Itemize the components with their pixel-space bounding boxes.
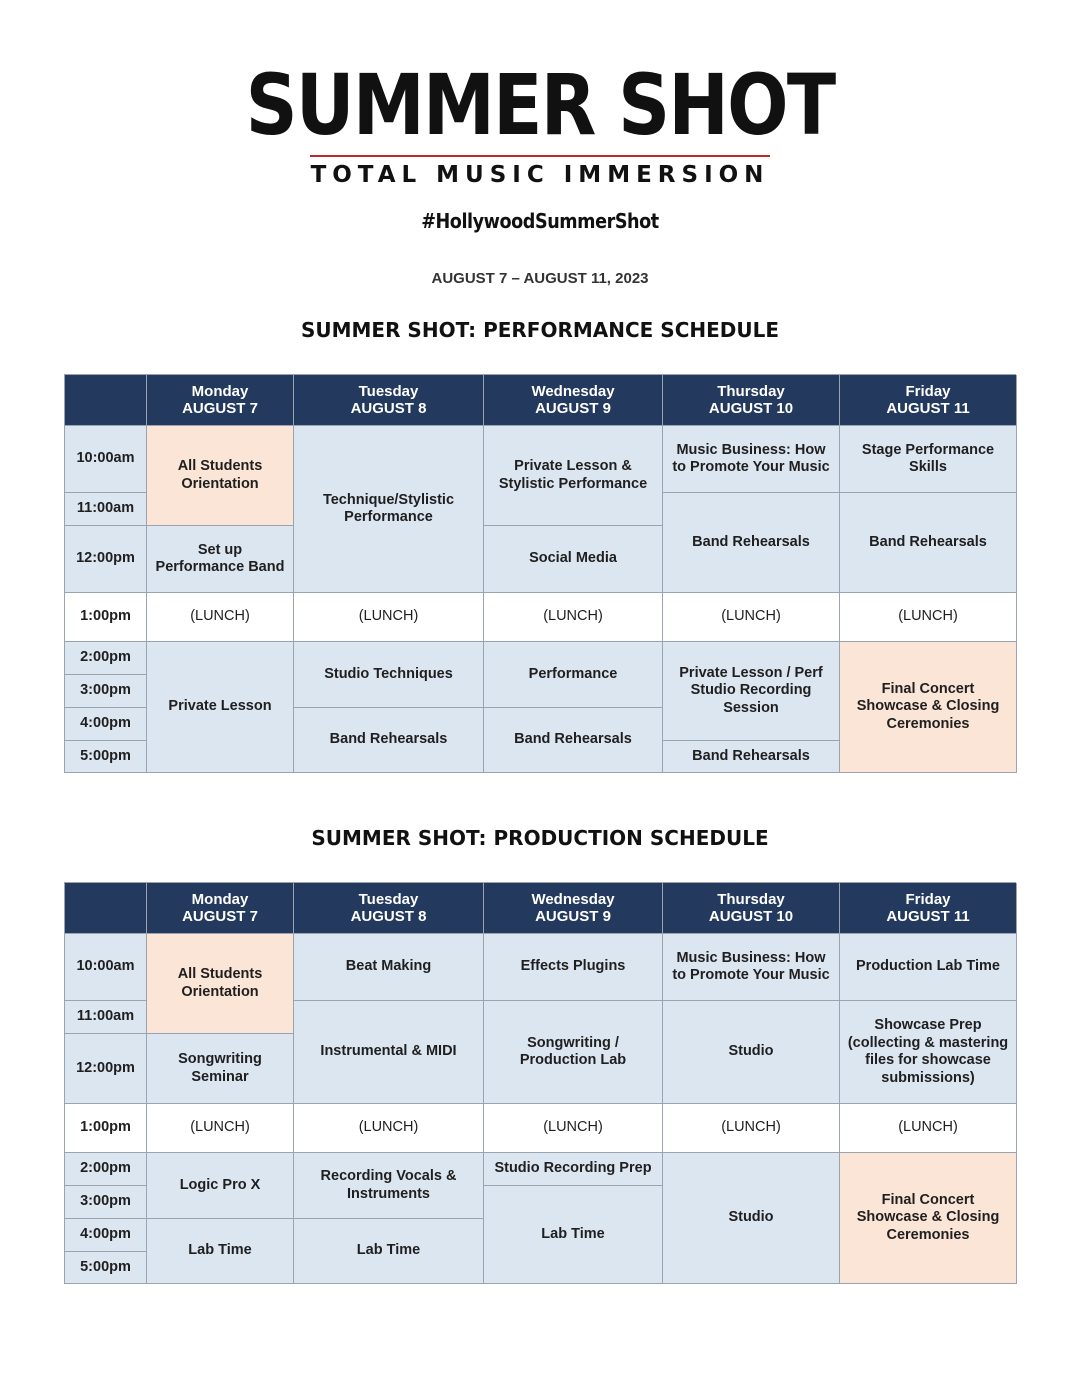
lunch-cell: (LUNCH) [663,1104,840,1153]
day-date: AUGUST 8 [350,400,427,417]
lunch-cell: (LUNCH) [294,593,484,642]
session-cell: Lab Time [484,1186,663,1284]
session-cell: Instrumental & MIDI [294,1001,484,1104]
lunch-cell: (LUNCH) [484,1104,663,1153]
hashtag: #HollywoodSummerShot [421,209,659,233]
session-cell: Final Concert Showcase & Closing Ceremonies [840,642,1017,773]
day-name: Wednesday [531,383,615,400]
day-name: Tuesday [358,383,419,400]
day-name: Friday [905,383,951,400]
day-name: Tuesday [358,891,419,908]
session-cell: Songwriting / Production Lab [484,1001,663,1104]
lunch-cell: (LUNCH) [147,593,294,642]
day-date: AUGUST 8 [350,908,427,925]
day-name: Thursday [717,383,785,400]
session-cell: Beat Making [294,934,484,1001]
session-cell: Music Business: How to Promote Your Music [663,934,840,1001]
table-corner [65,375,147,426]
time-label: 11:00am [65,493,147,526]
session-cell: Stage Performance Skills [840,426,1017,493]
session-cell: Effects Plugins [484,934,663,1001]
time-label: 12:00pm [65,526,147,593]
header-monday [147,883,294,934]
time-label: 10:00am [65,934,147,1001]
day-name: Monday [191,383,249,400]
day-name: Monday [191,891,249,908]
session-cell: Showcase Prep (collecting & mastering files for showcase submissions) [840,1001,1017,1104]
logo-divider [310,155,770,157]
time-label: 5:00pm [65,1252,147,1284]
header-wednesday [484,375,663,426]
session-cell: Set up Performance Band [147,526,294,593]
session-cell: Lab Time [147,1219,294,1284]
time-label: 3:00pm [65,1186,147,1219]
session-cell: Production Lab Time [840,934,1017,1001]
summer-shot-logo: SUMMER SHOT [245,56,835,154]
time-label: 5:00pm [65,741,147,773]
session-cell: All Students Orientation [147,426,294,526]
session-cell: Private Lesson & Stylistic Performance [484,426,663,526]
production-schedule-title: SUMMER SHOT: PRODUCTION SCHEDULE [311,826,769,850]
session-cell: Final Concert Showcase & Closing Ceremonies [840,1153,1017,1284]
production-schedule-table [64,882,1016,1284]
session-cell: Band Rehearsals [294,708,484,773]
header-friday [840,375,1017,426]
time-label: 12:00pm [65,1034,147,1104]
event-dates: AUGUST 7 – AUGUST 11, 2023 [431,270,649,287]
performance-schedule-table [64,374,1016,773]
header-tuesday [294,375,484,426]
day-date: AUGUST 9 [535,908,611,925]
header-monday [147,375,294,426]
session-cell: Performance [484,642,663,708]
header-friday [840,883,1017,934]
day-name: Friday [905,891,951,908]
time-label: 2:00pm [65,642,147,675]
day-date: AUGUST 7 [182,400,258,417]
lunch-cell: (LUNCH) [663,593,840,642]
header-thursday [663,375,840,426]
session-cell: Studio Recording Prep [484,1153,663,1186]
session-cell: Band Rehearsals [484,708,663,773]
session-cell: Band Rehearsals [840,493,1017,593]
session-cell: Band Rehearsals [663,741,840,773]
time-label: 2:00pm [65,1153,147,1186]
lunch-cell: (LUNCH) [840,593,1017,642]
session-cell: Logic Pro X [147,1153,294,1219]
header-tuesday [294,883,484,934]
session-cell: Private Lesson / Perf Studio Recording Session [663,642,840,741]
lunch-cell: (LUNCH) [484,593,663,642]
day-name: Wednesday [531,891,615,908]
day-date: AUGUST 7 [182,908,258,925]
lunch-cell: (LUNCH) [294,1104,484,1153]
day-date: AUGUST 10 [708,908,794,925]
session-cell: Songwriting Seminar [147,1034,294,1104]
lunch-cell: (LUNCH) [840,1104,1017,1153]
tagline: TOTAL MUSIC IMMERSION [310,162,770,188]
time-label: 4:00pm [65,1219,147,1252]
time-label: 11:00am [65,1001,147,1034]
lunch-cell: (LUNCH) [147,1104,294,1153]
session-cell: Private Lesson [147,642,294,773]
session-cell: Lab Time [294,1219,484,1284]
session-cell: Studio [663,1153,840,1284]
day-name: Thursday [717,891,785,908]
header-thursday [663,883,840,934]
session-cell: Studio [663,1001,840,1104]
session-cell: Studio Techniques [294,642,484,708]
time-label: 4:00pm [65,708,147,741]
performance-schedule-title: SUMMER SHOT: PERFORMANCE SCHEDULE [300,318,780,342]
day-date: AUGUST 9 [535,400,611,417]
time-label: 1:00pm [65,1104,147,1153]
session-cell: Band Rehearsals [663,493,840,593]
session-cell: Technique/Stylistic Performance [294,426,484,593]
day-date: AUGUST 11 [886,400,970,417]
session-cell: Music Business: How to Promote Your Music [663,426,840,493]
table-corner [65,883,147,934]
session-cell: All Students Orientation [147,934,294,1034]
header-wednesday [484,883,663,934]
day-date: AUGUST 10 [708,400,794,417]
day-date: AUGUST 11 [886,908,970,925]
session-cell: Recording Vocals & Instruments [294,1153,484,1219]
time-label: 1:00pm [65,593,147,642]
session-cell: Social Media [484,526,663,593]
time-label: 3:00pm [65,675,147,708]
time-label: 10:00am [65,426,147,493]
